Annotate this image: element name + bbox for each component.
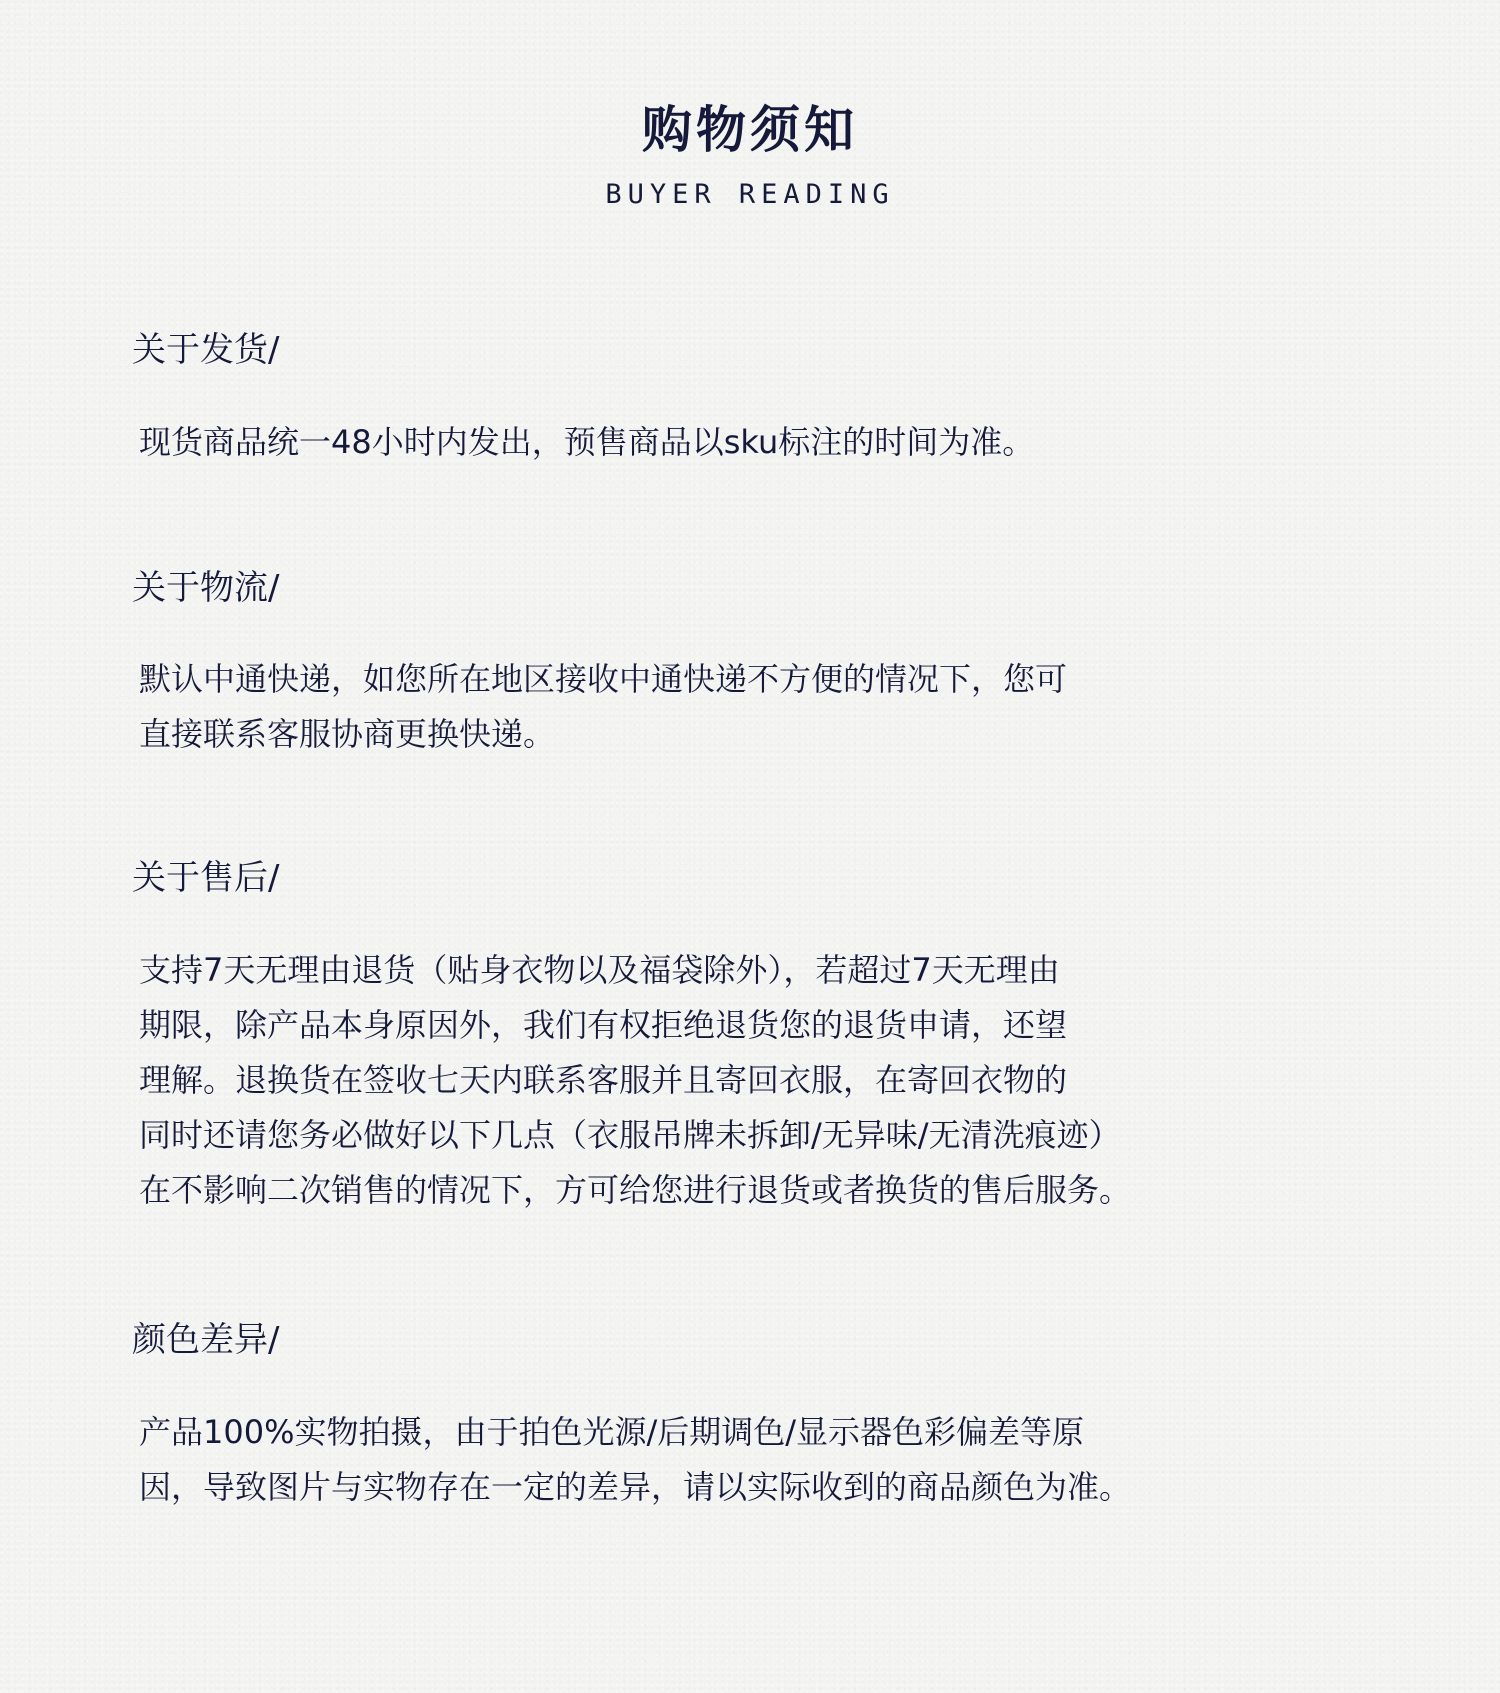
section-color-body: [139, 1405, 1299, 1515]
section-shipping-heading: 关于发货/: [132, 330, 280, 370]
page-title: 购物须知: [642, 101, 858, 159]
body-line: 产品100%实物拍摄，由于拍色光源/后期调色/显示器色彩偏差等原: [139, 1413, 1085, 1451]
body-line: 期限，除产品本身原因外，我们有权拒绝退货您的退货申请，还望: [139, 1006, 1068, 1044]
section-aftersales-body: [139, 943, 1299, 1218]
body-line: 直接联系客服协商更换快递。: [139, 715, 556, 753]
section-logistics-body: [139, 652, 1299, 762]
body-line: 在不影响二次销售的情况下，方可给您进行退货或者换货的售后服务。: [139, 1171, 1132, 1209]
section-aftersales-heading: 关于售后/: [132, 858, 280, 898]
section-shipping-body: [139, 415, 1299, 470]
body-line: 默认中通快递，如您所在地区接收中通快递不方便的情况下，您可: [139, 660, 1068, 698]
body-line: 理解。退换货在签收七天内联系客服并且寄回衣服，在寄回衣物的: [139, 1061, 1068, 1099]
body-line: 因，导致图片与实物存在一定的差异，请以实际收到的商品颜色为准。: [139, 1468, 1132, 1506]
page-subtitle: BUYER READING: [605, 179, 895, 210]
section-logistics-heading: 关于物流/: [132, 568, 280, 608]
body-line: 同时还请您务必做好以下几点（衣服吊牌未拆卸/无异味/无清洗痕迹）: [139, 1116, 1121, 1154]
body-line: 现货商品统一48小时内发出，预售商品以sku标注的时间为准。: [139, 423, 1035, 461]
section-color-heading: 颜色差异/: [132, 1320, 280, 1360]
body-line: 支持7天无理由退货（贴身衣物以及福袋除外），若超过7天无理由: [139, 951, 1060, 989]
